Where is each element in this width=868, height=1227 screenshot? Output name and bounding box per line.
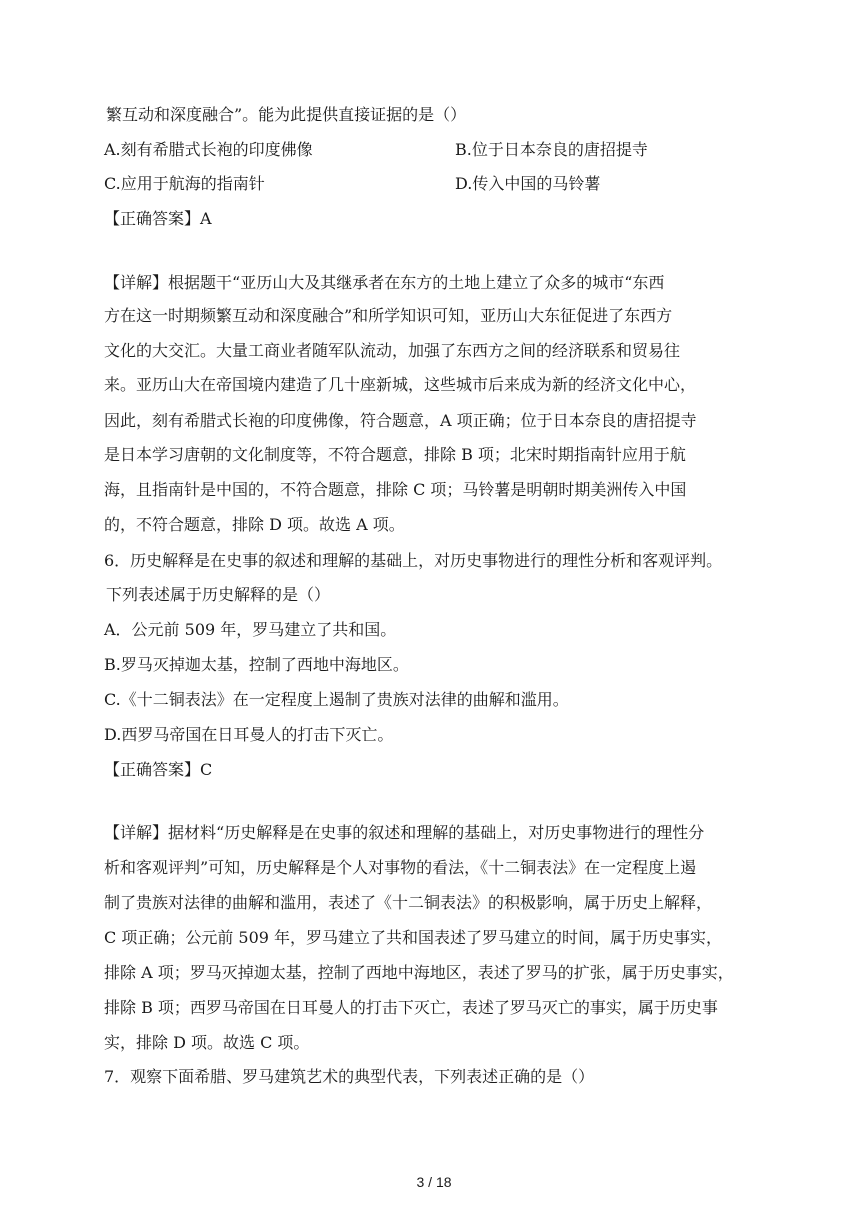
q5-option-b: B.位于日本奈良的唐招提寺 [455,140,648,159]
q5-answer-value: A [200,209,212,228]
q6-explain-line-1 [104,823,704,843]
q6-stem-line-2: 下列表述属于历史解释的是（） [106,585,331,604]
q5-answer-line [104,209,212,229]
q5-explain-line-1 [104,273,664,293]
q6-explain-line-6: 排除 B 项；西罗马帝国在日耳曼人的打击下灭亡，表述了罗马灭亡的事实，属于历史事 [104,998,718,1017]
q6-option-a: A．公元前 509 年，罗马建立了共和国。 [104,620,397,639]
q5-answer-label: 【正确答案】 [104,209,201,228]
page-number: 3 / 18 [416,1174,452,1190]
q6-answer-line [104,760,212,780]
q5-explain-line-6: 是日本学习唐朝的文化制度等，不符合题意，排除 B 项；北宋时期指南针应用于航 [104,445,686,464]
q6-option-c: C.《十二铜表法》在一定程度上遏制了贵族对法律的曲解和滥用。 [104,690,569,709]
q6-answer-value: C [200,760,213,779]
q5-explain-line-5: 因此，刻有希腊式长袍的印度佛像，符合题意，A 项正确；位于日本奈良的唐招提寺 [104,411,697,430]
q5-option-c: C.应用于航海的指南针 [104,174,265,193]
q5-explain-line-2: 方在这一时期频繁互动和深度融合”和所学知识可知，亚历山大东征促进了东西方 [104,306,673,325]
q5-option-a: A.刻有希腊式长袍的印度佛像 [104,140,313,159]
q6-explain-label: 【详解】 [104,823,169,842]
q6-explain-line-2: 析和客观评判”可知，历史解释是个人对事物的看法，《十二铜表法》在一定程度上遏 [104,858,697,877]
q6-explain-line-4: C 项正确；公元前 509 年，罗马建立了共和国表述了罗马建立的时间，属于历史事实， [104,928,723,947]
q5-explain-line-7: 海，且指南针是中国的，不符合题意，排除 C 项；马铃薯是明朝时期美洲传入中国 [104,480,687,499]
q6-stem-line-1: 6．历史解释是在史事的叙述和理解的基础上，对历史事物进行的理性分析和客观评判。 [104,551,723,570]
q6-explain-line-7: 实，排除 D 项。故选 C 项。 [104,1033,310,1052]
q6-explain-text-1: 据材料“历史解释是在史事的叙述和理解的基础上，对历史事物进行的理性分 [168,823,705,842]
q5-explain-line-3: 文化的大交汇。大量工商业者随军队流动，加强了东西方之间的经济联系和贸易往 [104,341,681,360]
q7-stem: 7．观察下面希腊、罗马建筑艺术的典型代表，下列表述正确的是（） [104,1067,595,1086]
q6-answer-label: 【正确答案】 [104,760,201,779]
q5-explain-label: 【详解】 [104,273,169,292]
q6-explain-line-5: 排除 A 项；罗马灭掉迦太基，控制了西地中海地区，表述了罗马的扩张，属于历史事实， [104,963,734,982]
q5-explain-line-4: 来。亚历山大在帝国境内建造了几十座新城，这些城市后来成为新的经济文化中心， [104,375,697,394]
q5-option-d: D.传入中国的马铃薯 [455,174,601,193]
q6-option-b: B.罗马灭掉迦太基，控制了西地中海地区。 [104,655,409,674]
q5-explain-line-8: 的，不符合题意，排除 D 项。故选 A 项。 [104,515,405,534]
q5-explain-text-1: 根据题干“亚历山大及其继承者在东方的土地上建立了众多的城市“东西 [168,273,665,292]
q6-explain-line-3: 制了贵族对法律的曲解和滥用，表述了《十二铜表法》的积极影响，属于历史上解释， [104,893,713,912]
q6-option-d: D.西罗马帝国在日耳曼人的打击下灭亡。 [104,725,394,744]
q5-stem-tail: 繁互动和深度融合”。能为此提供直接证据的是（） [106,105,467,124]
